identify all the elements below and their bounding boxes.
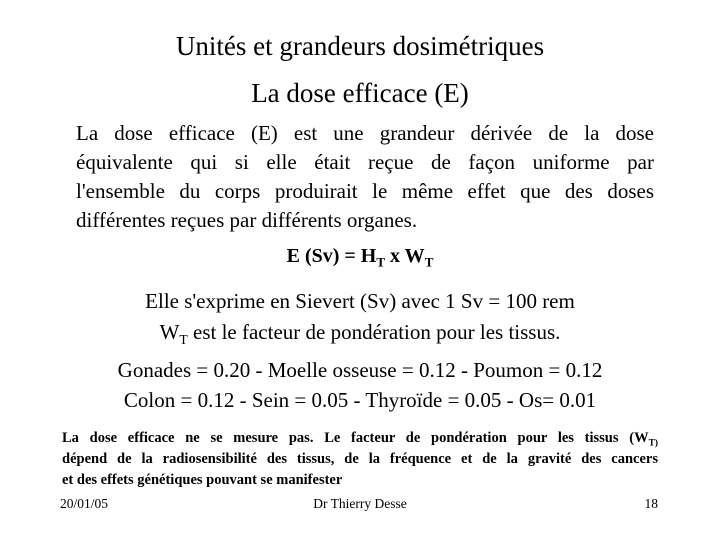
note-paragraph [62, 428, 658, 491]
note-line-1-text: La dose efficace ne se mesure pas. Le facteur de pondération pour les tissus (W [62, 430, 649, 446]
formula-mid: x W [385, 245, 425, 267]
footer-author: Dr Thierry Desse [313, 496, 407, 511]
definition-paragraph [76, 119, 654, 235]
note-line-3: et des effets génétiques pouvant se manifester [62, 472, 343, 488]
definition-line-1: La dose efficace (E) est une grandeur dérivée de la dose [76, 121, 654, 145]
weighting-factor-w: W [159, 320, 180, 344]
unit-line: Elle s'exprime en Sievert (Sv) avec 1 Sv = 100 rem [145, 289, 575, 313]
definition-line-2: équivalente qui si elle était reçue de façon uniforme par [76, 150, 654, 174]
definition-line-3: l'ensemble du corps produirait le même effet que des doses [76, 179, 654, 203]
note-line-1-sub: T) [648, 438, 658, 449]
formula-left: E (Sv) = H [286, 245, 377, 267]
footer-date: 20/01/05 [60, 496, 109, 511]
tissue-weights-line-1: Gonades = 0.20 - Moelle osseuse = 0.12 - Poumon = 0.12 [117, 358, 603, 382]
footer-page-number: 18 [644, 496, 658, 511]
tissue-weights-line-2: Colon = 0.12 - Sein = 0.05 - Thyroïde = 0.05 - Os= 0.01 [123, 388, 597, 412]
slide-subtitle: La dose efficace (E) [251, 78, 469, 108]
weighting-factor-text: est le facteur de pondération pour les tissus. [187, 320, 561, 344]
note-line-1 [62, 428, 658, 449]
slide-title: Unités et grandeurs dosimétriques [175, 31, 545, 61]
formula-sub-2: T [424, 254, 434, 270]
weighting-factor-sub: T [179, 331, 188, 347]
definition-line-4: différentes reçues par différents organes. [76, 208, 418, 232]
weighting-factor-line [0, 317, 720, 347]
note-line-2: dépend de la radiosensibilité des tissus, de la fréquence et de la gravité des cancers [62, 451, 658, 467]
formula-sub-1: T [376, 254, 386, 270]
formula [0, 242, 720, 270]
